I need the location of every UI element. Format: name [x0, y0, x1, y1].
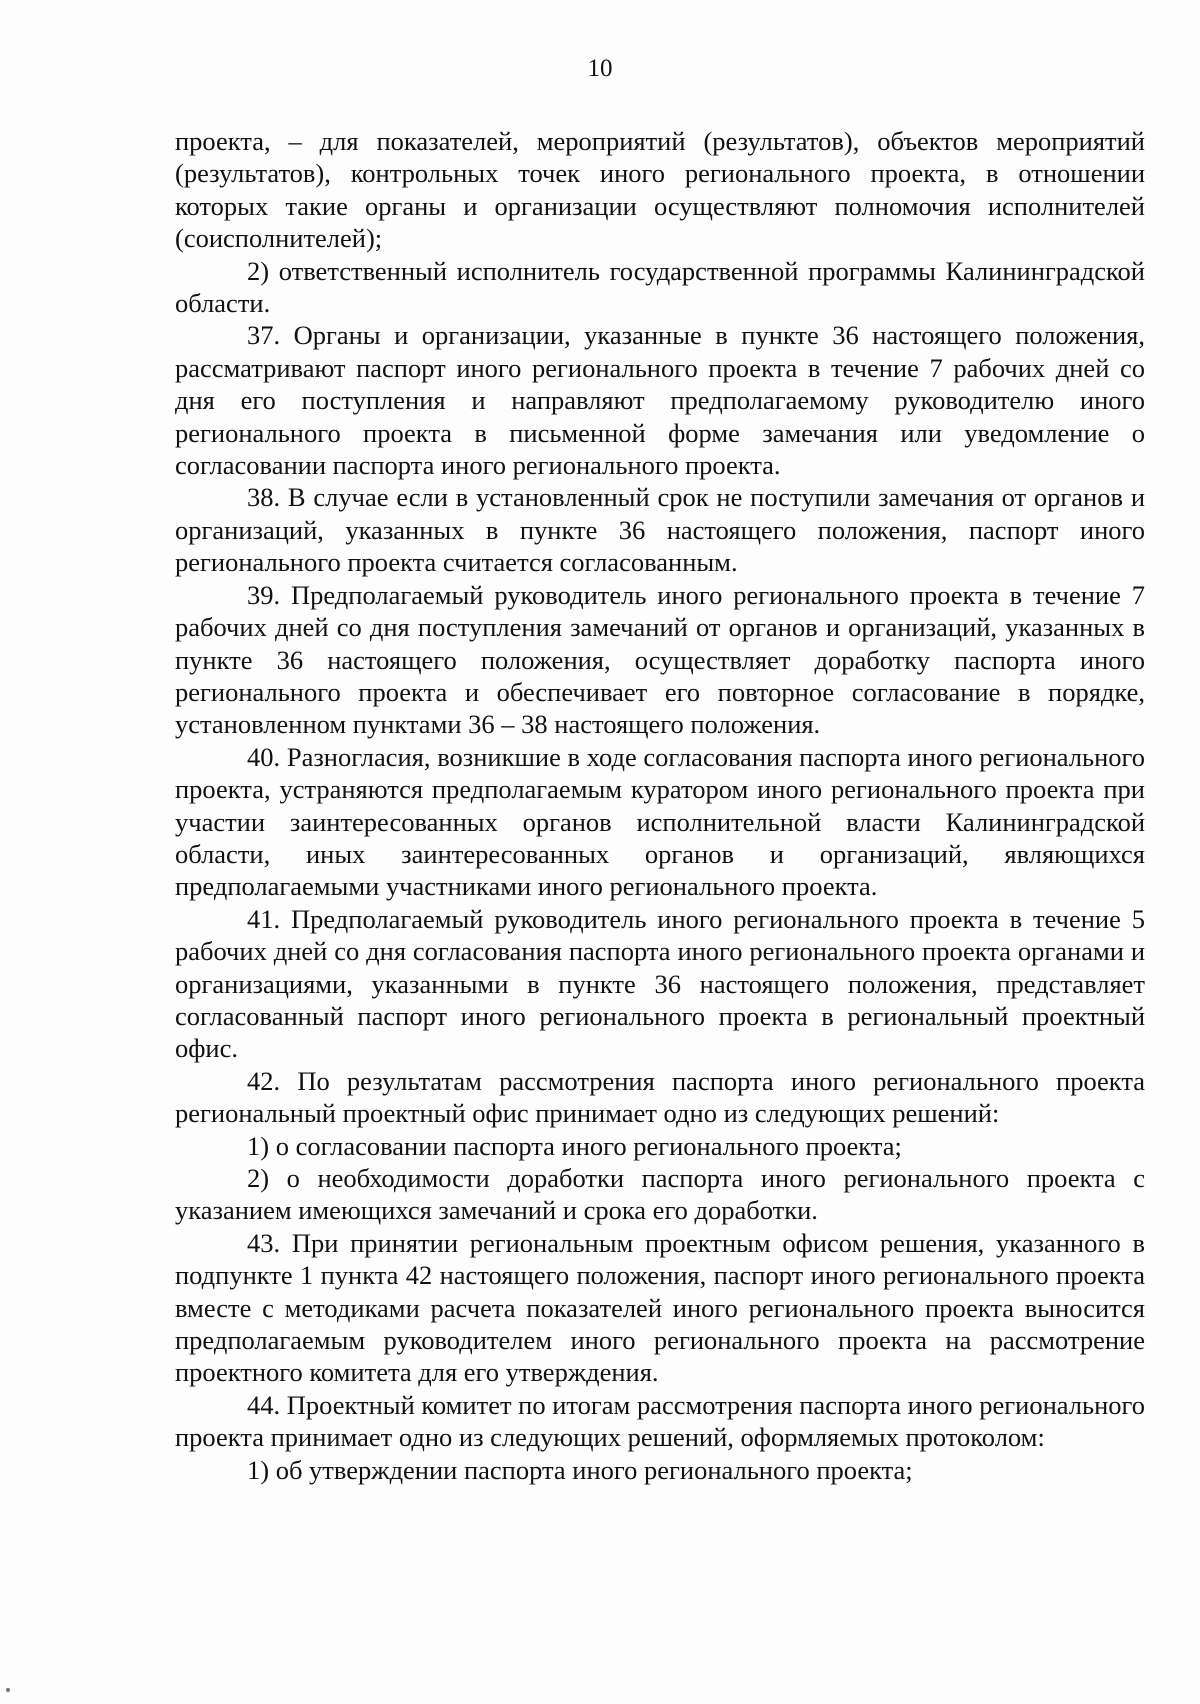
- paragraph: 44. Проектный комитет по итогам рассмотрения паспорта иного регионального проекта принимает одно из следующих решений, оформляемых протоколом:: [175, 1389, 1145, 1453]
- paragraph: 37. Органы и организации, указанные в пункте 36 настоящего положения, рассматривают паспорт иного регионального проекта в течение 7 рабочих дней со дня его поступления и направляют предполагаемому руководителю иного регионального проекта в письменной форме замечания или уведомление о согласовании паспорта иного регионального проекта.: [175, 320, 1145, 481]
- scan-artifact-dot: [6, 1688, 10, 1692]
- paragraph: 2) ответственный исполнитель государственной программы Калининградской области.: [175, 255, 1145, 319]
- paragraph: 38. В случае если в установленный срок не поступили замечания от органов и организаций, указанных в пункте 36 настоящего положения, паспорт иного регионального проекта считается согласованным.: [175, 482, 1145, 578]
- paragraph: 43. При принятии региональным проектным офисом решения, указанного в подпункте 1 пункта 42 настоящего положения, паспорт иного регионального проекта вместе с методиками расчета показателей иного регионального проекта выносится предполагаемым руководителем иного регионального проекта на рассмотрение проектного комитета для его утверждения.: [175, 1227, 1145, 1388]
- paragraph: 39. Предполагаемый руководитель иного регионального проекта в течение 7 рабочих дней со дня поступления замечаний от органов и организаций, указанных в пункте 36 настоящего положения, осуществляет доработку паспорта иного регионального проекта и обеспечивает его повторное согласование в порядке, установленном пунктами 36 – 38 настоящего положения.: [175, 579, 1145, 740]
- paragraph: 41. Предполагаемый руководитель иного регионального проекта в течение 5 рабочих дней со дня согласования паспорта иного регионального проекта органами и организациями, указанными в пункте 36 настоящего положения, представляет согласованный паспорт иного регионального проекта в региональный проектный офис.: [175, 903, 1145, 1064]
- paragraph: 2) о необходимости доработки паспорта иного регионального проекта с указанием имеющихся замечаний и срока его доработки.: [175, 1163, 1145, 1226]
- page-number: 10: [587, 55, 613, 82]
- paragraph: 42. По результатам рассмотрения паспорта иного регионального проекта региональный проектный офис принимает одно из следующих решений:: [175, 1065, 1145, 1129]
- paragraph: 1) о согласовании паспорта иного регионального проекта;: [247, 1130, 902, 1161]
- paragraph: проекта, – для показателей, мероприятий (результатов), объектов мероприятий (результатов), контрольных точек иного регионального проекта, в отношении которых такие органы и организации осуществляют полномочия исполнителей (соисполнителей);: [175, 126, 1145, 254]
- paragraph: 1) об утверждении паспорта иного регионального проекта;: [247, 1454, 913, 1485]
- paragraph: 40. Разногласия, возникшие в ходе согласования паспорта иного регионального проекта, устраняются предполагаемым куратором иного регионального проекта при участии заинтересованных органов исполнительной власти Калининградской области, иных заинтересованных органов и организаций, являющихся предполагаемыми участниками иного регионального проекта.: [175, 741, 1145, 902]
- document-body: [175, 125, 1145, 1486]
